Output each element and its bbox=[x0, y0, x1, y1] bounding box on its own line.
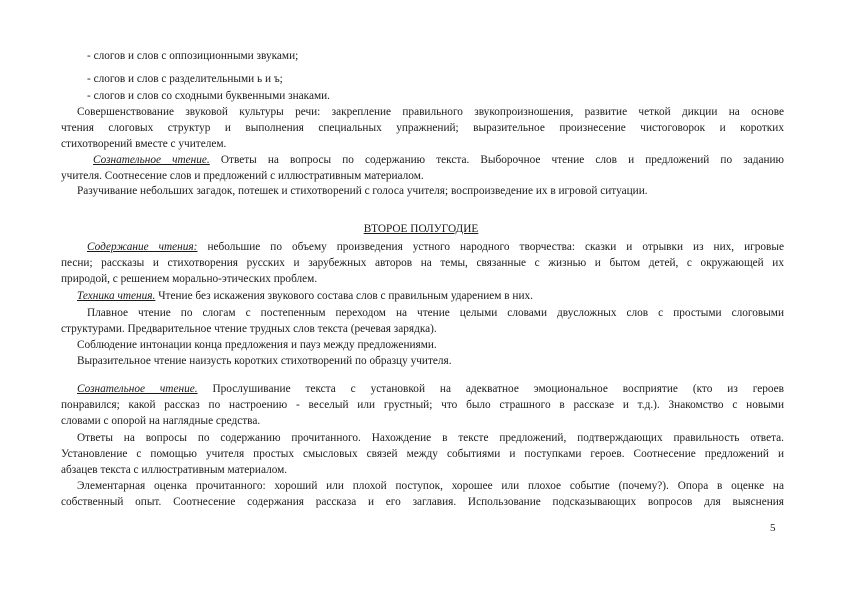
bullet-line-separating: - слогов и слов с разделительными ь и ъ; bbox=[87, 73, 283, 85]
section-heading-second-semester: ВТОРОЕ ПОЛУГОДИЕ bbox=[363, 223, 479, 235]
paragraph-intonation: Соблюдение интонации конца предложения и пауз между предложениями. bbox=[77, 339, 437, 351]
paragraph-answers-line: Ответы на вопросы по содержанию прочитанного. Нахождение в тексте предложений, подтверждающих правильность ответа. bbox=[77, 432, 784, 444]
paragraph-conscious-reading-line: учителя. Соотнесение слов и предложений с иллюстративным материалом. bbox=[61, 170, 424, 182]
paragraph-smooth-reading-line: структурами. Предварительное чтение трудных слов текста (речевая зарядка). bbox=[61, 323, 437, 335]
paragraph-answers-line: абзацев текста с иллюстративным материалом. bbox=[61, 464, 288, 476]
reading-technique-text: Чтение без искажения звукового состава слов с правильным ударением в них. bbox=[155, 290, 533, 302]
bullet-line-oppositional: - слогов и слов с оппозиционными звуками; bbox=[87, 50, 299, 62]
paragraph-evaluation-line: Элементарная оценка прочитанного: хороший или плохой поступок, хорошее или плохое событие (почему?). Опора в оценке на bbox=[77, 480, 784, 492]
paragraph-reading-technique bbox=[77, 289, 533, 304]
bullet-line-similar-letters: - слогов и слов со сходными буквенными знаками. bbox=[87, 90, 330, 102]
paragraph-conscious-reading bbox=[93, 153, 784, 168]
paragraph-reading-content-line: природой, с решением морально-этических проблем. bbox=[61, 273, 318, 285]
conscious-reading-text: Ответы на вопросы по содержанию текста. Выборочное чтение слов и предложений по заданию bbox=[209, 154, 784, 166]
paragraph-answers-line: Установление с помощью учителя простых смысловых связей между событиями и поступками героев. Соотнесение предложений и bbox=[61, 448, 784, 460]
paragraph-sound-culture-line: стихотворений вместе с учителем. bbox=[61, 138, 227, 150]
paragraph-sound-culture-line: чтения слоговых структур и выполнения специальных упражнений; выразительное произнесение чистоговорок и коротких bbox=[61, 122, 784, 134]
paragraph-smooth-reading-line: Плавное чтение по слогам с постепенным переходом на чтение целыми словами двусложных слов с простыми слоговыми bbox=[87, 307, 784, 319]
conscious-reading-second-label: Сознательное чтение. bbox=[77, 383, 198, 395]
paragraph-conscious-reading-second-line: понравился; какой рассказ по настроению - веселый или грустный; что было страшного в рассказе и т.д.). Знакомство с новыми bbox=[61, 399, 784, 411]
paragraph-evaluation-line: собственный опыт. Соотнесение содержания рассказа и его заглавия. Использование подсказывающих вопросов для выяснения bbox=[61, 496, 784, 508]
paragraph-learning-riddles: Разучивание небольших загадок, потешек и стихотворений с голоса учителя; воспроизведение их в игровой ситуации. bbox=[77, 185, 648, 197]
paragraph-conscious-reading-second-line: словами с опорой на наглядные средства. bbox=[61, 415, 261, 427]
reading-technique-label: Техника чтения. bbox=[77, 290, 156, 302]
paragraph-reading-content bbox=[87, 240, 784, 255]
reading-content-text: небольшие по объему произведения устного народного творчества: сказки и отрывки из них, игровые bbox=[197, 241, 784, 253]
conscious-reading-label: Сознательное чтение. bbox=[93, 154, 210, 166]
page-number: 5 bbox=[770, 522, 776, 534]
paragraph-reading-content-line: песни; рассказы и стихотворения русских и зарубежных авторов на темы, связанные с жизнью и бытом детей, с окружающей их bbox=[61, 257, 784, 269]
paragraph-expressive-reading: Выразительное чтение наизусть коротких стихотворений по образцу учителя. bbox=[77, 355, 452, 367]
paragraph-conscious-reading-second bbox=[77, 382, 784, 397]
conscious-reading-second-text: Прослушивание текста с установкой на адекватное эмоциональное восприятие (кто из героев bbox=[197, 383, 784, 395]
paragraph-sound-culture-line: Совершенствование звуковой культуры речи: закрепление правильного звукопроизношения, развитие четкой дикции на основе bbox=[77, 106, 784, 118]
reading-content-label: Содержание чтения: bbox=[87, 241, 198, 253]
